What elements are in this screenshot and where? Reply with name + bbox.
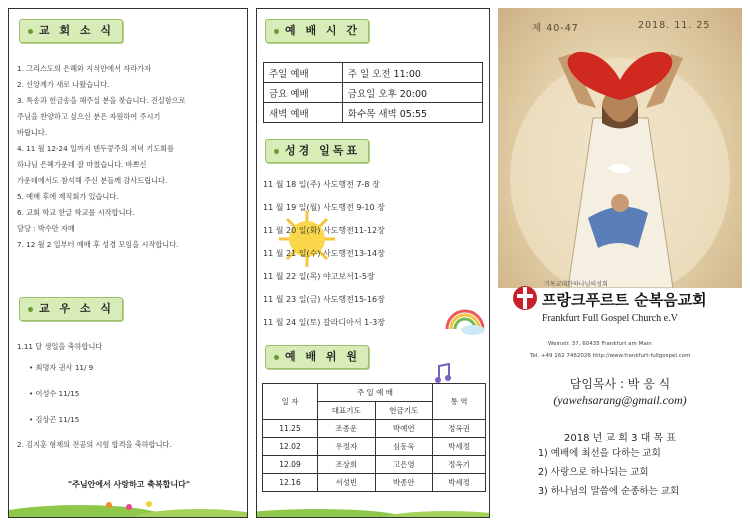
news-line: 7. 12 월 2 일부터 예배 후 성경 모임을 시작합니다. <box>17 240 179 249</box>
member-line: 2. 김지훈 형제의 전공의 시험 합격을 축하합니다. <box>17 440 172 449</box>
table-header-row <box>263 384 486 402</box>
table-row <box>264 83 483 103</box>
goal-item: 3) 하나님의 말씀에 순종하는 교회 <box>538 486 680 497</box>
pastor-email: (yawehsarang@gmail.com) <box>553 393 687 407</box>
bible-reading-list <box>263 173 385 334</box>
table-row <box>263 438 486 456</box>
cell-prayer: 우정자 <box>318 438 376 456</box>
bible-reading-title-tag <box>265 139 369 163</box>
member-news-title-tag <box>19 297 123 321</box>
bullet-icon <box>274 149 279 154</box>
worship-panel <box>256 8 490 518</box>
cell-date: 11.25 <box>263 420 318 438</box>
bullet-icon <box>274 29 279 34</box>
bible-reading-item: 11 월 19 일(월) 사도행전 9-10 장 <box>263 203 385 212</box>
cell-translate: 정옥권 <box>433 420 486 438</box>
church-news-panel <box>8 8 248 518</box>
church-name-english: Frankfurt Full Gospel Church e.V <box>542 313 678 324</box>
jesus-heart-painting <box>498 8 742 288</box>
news-line: 가운데에서도 참석해 주신 분들께 감사드립니다. <box>17 176 168 185</box>
news-line: 바랍니다. <box>17 128 48 137</box>
table-row <box>263 420 486 438</box>
birthday-item: • 이성수 11/15 <box>29 389 80 398</box>
bible-reading-item: 11 월 23 일(금) 사도행전15-16장 <box>263 295 385 304</box>
col-offering-header: 헌금기도 <box>375 402 433 420</box>
table-row <box>263 456 486 474</box>
member-news-title: 교 우 소 식 <box>39 302 114 315</box>
news-line: 4. 11 월 12-24 일까지 덴두쿵주의 저녁 기도회를 <box>17 144 175 153</box>
cell-translate: 정옥기 <box>433 456 486 474</box>
goal-item: 1) 예배에 최선을 다하는 교회 <box>538 448 661 459</box>
bible-reading-item: 11 월 22 일(목) 야고보서1-5장 <box>263 272 375 281</box>
news-line: 담당 : 박수안 자매 <box>17 224 75 233</box>
worship-time: 금요일 오후 20:00 <box>342 83 482 103</box>
col-date-header: 일 자 <box>263 384 318 420</box>
cell-offering: 박종안 <box>375 474 433 492</box>
cell-translate: 박세정 <box>433 438 486 456</box>
worship-name: 금요 예배 <box>264 83 343 103</box>
news-line: 6. 교회 학교 한글 학교를 시작합니다. <box>17 208 135 217</box>
worship-name: 새벽 예배 <box>264 103 343 123</box>
denomination-text: 기독교대한하나님의성회 <box>544 281 608 288</box>
service-team-title-tag <box>265 345 369 369</box>
birthday-item: • 최명자 권사 11/ 9 <box>29 363 94 372</box>
bullet-icon <box>28 29 33 34</box>
music-note-icon <box>433 363 453 385</box>
cell-prayer: 조상희 <box>318 456 376 474</box>
grass-illustration <box>257 499 490 517</box>
cell-prayer: 조종운 <box>318 420 376 438</box>
bullet-icon <box>28 307 33 312</box>
table-row <box>264 63 483 83</box>
church-address: Weinstr. 37, 60435 Frankfurt am Main <box>548 341 652 347</box>
cell-offering: 박예연 <box>375 420 433 438</box>
cell-translate: 박세정 <box>433 474 486 492</box>
grass-illustration <box>9 487 248 517</box>
church-news-title-tag <box>19 19 123 43</box>
news-line: 3. 특송과 헌금송을 해주실 분을 찾습니다. 진실함으로 <box>17 96 186 105</box>
bible-reading-item: 11 월 18 일(주) 사도행전 7-8 장 <box>263 180 380 189</box>
church-contact: Tel. +49 162 7462026 http://www.frankfurt-fullgospel.com <box>530 353 691 359</box>
cell-date: 12.16 <box>263 474 318 492</box>
church-news-title: 교 회 소 식 <box>39 24 114 37</box>
goal-item: 2) 사랑으로 하나되는 교회 <box>538 467 649 478</box>
worship-time-title-tag <box>265 19 369 43</box>
member-line: 1.11 달 생일을 축하합니다 <box>17 342 103 351</box>
worship-time-table <box>263 62 483 123</box>
issue-number: 제 40-47 <box>532 23 579 34</box>
birthday-item: • 김상곤 11/15 <box>29 415 80 424</box>
birthday-text: 이성수 11/15 <box>35 389 80 398</box>
cover-artwork <box>498 8 742 288</box>
cell-prayer: 서성빈 <box>318 474 376 492</box>
bible-reading-item: 11 월 21 일(수) 사도행전13-14장 <box>263 249 385 258</box>
cell-offering: 고은영 <box>375 456 433 474</box>
service-team-title: 예 배 위 원 <box>285 350 360 363</box>
bullet-icon <box>274 355 279 360</box>
worship-time: 주 일 오전 11:00 <box>342 63 482 83</box>
news-line: 1. 그리스도의 은혜와 지식안에서 자라가자 <box>17 64 152 73</box>
birthday-text: 최명자 권사 11/ 9 <box>35 363 94 372</box>
cell-offering: 심동욱 <box>375 438 433 456</box>
cell-date: 12.02 <box>263 438 318 456</box>
bible-reading-item: 11 월 24 일(토) 갈라디아서 1-3장 <box>263 318 385 327</box>
worship-name: 주일 예배 <box>264 63 343 83</box>
church-news-list <box>17 61 245 253</box>
news-line: 5. 예배 후에 제직회가 있습니다. <box>17 192 119 201</box>
table-row <box>264 103 483 123</box>
worship-time: 화수목 새벽 05:55 <box>342 103 482 123</box>
blessing-text: "주님안에서 사랑하고 축복합니다" <box>67 480 191 489</box>
service-team-table <box>262 383 486 492</box>
church-name-korean: 프랑크푸르트 순복음교회 <box>542 291 707 309</box>
birthday-text: 김상곤 11/15 <box>35 415 80 424</box>
member-news-list <box>17 339 245 453</box>
bible-reading-item: 11 월 20 일(화) 사도행전11-12장 <box>263 226 385 235</box>
col-prayer-header: 대표기도 <box>318 402 376 420</box>
church-logo <box>512 283 538 313</box>
church-goals-list <box>538 444 679 501</box>
bible-reading-title: 성경 일독표 <box>285 144 360 157</box>
pastor-name: 담임목사 : 박 응 식 <box>569 377 671 391</box>
col-translate-header: 통 역 <box>433 384 486 420</box>
news-line: 주님을 찬양하고 싶으신 분은 자원하여 주시기 <box>17 112 161 121</box>
cross-logo-icon <box>512 283 538 313</box>
col-sunday-header: 주 일 예 배 <box>318 384 433 402</box>
worship-time-title: 예 배 시 간 <box>285 24 360 37</box>
church-goals-title: 2018 년 교 회 3 대 목 표 <box>563 433 677 444</box>
cloud-rainbow-icon <box>443 305 487 335</box>
news-line: 2. 신앙계가 새로 나왔습니다. <box>17 80 110 89</box>
news-line: 하나님 은혜가운데 잘 마쳤습니다. 바쁘신 <box>17 160 147 169</box>
bulletin-date: 2018. 11. 25 <box>638 20 711 31</box>
table-row <box>263 474 486 492</box>
cell-date: 12.09 <box>263 456 318 474</box>
